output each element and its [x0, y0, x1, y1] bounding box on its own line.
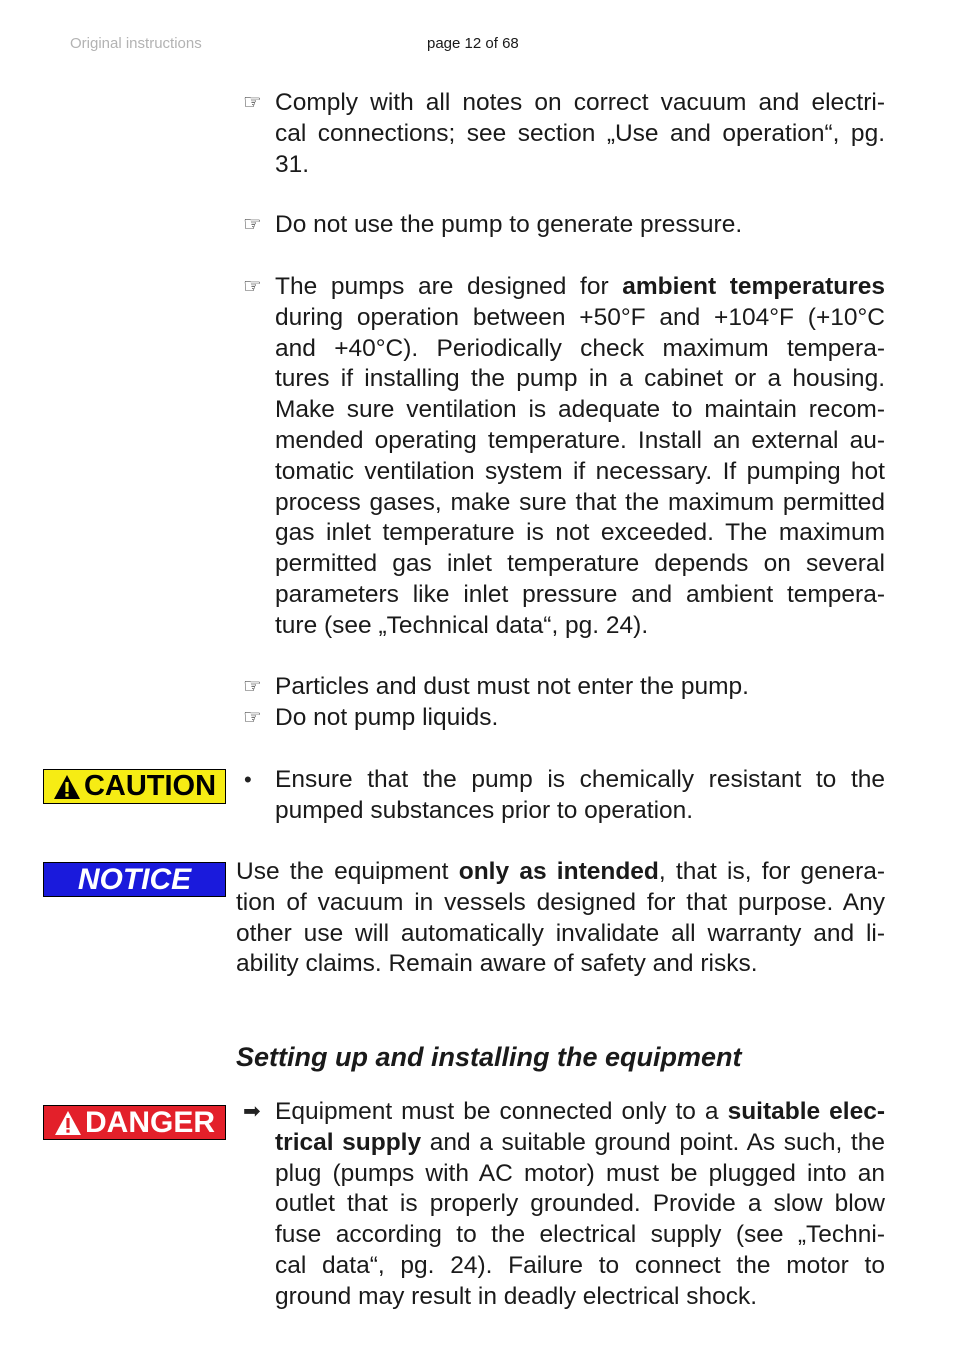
connections-line: cal connections; see section „Use and operation“, pg.	[275, 119, 885, 147]
notice-first-line	[236, 857, 885, 888]
header-document-label: Original instructions	[70, 35, 202, 52]
pointing-hand-icon: ☞	[243, 675, 262, 698]
ambient-line: ture (see „Technical data“, pg. 24).	[275, 611, 649, 639]
notice-line: ability claims. Remain aware of safety and risks.	[236, 950, 758, 978]
danger-pre: Equipment must be connected only to a	[275, 1098, 728, 1125]
notice-post: , that is, for genera-	[658, 858, 886, 885]
section-title: Setting up and installing the equipment	[236, 1042, 742, 1072]
notice-line: other use will automatically invalidate all warranty and li-	[236, 919, 885, 947]
bullet-marker: •	[244, 767, 252, 792]
notice-line: tion of vacuum in vessels designed for that purpose. Any	[236, 888, 885, 916]
ambient-lines	[275, 303, 885, 642]
liquids-note: Do not pump liquids.	[275, 704, 499, 731]
caution-label: CAUTION	[83, 770, 217, 802]
ambient-line: mended operating temperature. Install an external au-	[275, 426, 885, 454]
caution-line: Ensure that the pump is chemically resistant to the	[275, 766, 885, 793]
ambient-line: tures if installing the pump in a cabinet or a housing.	[275, 365, 885, 393]
ambient-line: and +40°C). Periodically check maximum tempera-	[275, 334, 885, 362]
warning-triangle-icon	[53, 774, 81, 800]
caution-text	[275, 765, 885, 827]
ambient-first-line	[275, 272, 885, 303]
notice-lines	[236, 888, 885, 980]
ambient-line: Make sure ventilation is adequate to maintain recom-	[275, 396, 885, 424]
right-arrow-icon: ➡	[243, 1100, 261, 1123]
notice-badge	[43, 862, 226, 897]
danger-badge	[43, 1105, 226, 1140]
caution-line: pumped substances prior to operation.	[275, 796, 694, 824]
notice-pre: Use the equipment	[236, 858, 459, 885]
connections-line: 31.	[275, 150, 310, 178]
danger-lines	[275, 1159, 885, 1313]
danger-line-2	[275, 1128, 885, 1159]
caution-badge	[43, 769, 226, 804]
danger-line-1	[275, 1097, 885, 1128]
danger-bold-2: trical supply	[275, 1128, 422, 1156]
ambient-bold: ambient temperatures	[622, 273, 885, 300]
page-number: page 12 of 68	[427, 35, 519, 52]
danger-label: DANGER	[84, 1105, 215, 1139]
ambient-line: during operation between +50°F and +104°F (+10°C	[275, 303, 885, 331]
ambient-line: parameters like inlet pressure and ambient tempera-	[275, 580, 885, 608]
connections-line: Comply with all notes on correct vacuum and electri-	[275, 89, 885, 116]
danger-line: ground may result in deadly electrical shock.	[275, 1282, 758, 1310]
ambient-line: tomatic ventilation system if necessary. If pumping hot	[275, 457, 885, 485]
danger-line: fuse according to the electrical supply (see „Techni-	[275, 1221, 885, 1249]
pointing-hand-icon: ☞	[243, 706, 262, 729]
notice-label: NOTICE	[77, 862, 192, 896]
ambient-line: gas inlet temperature is not exceeded. The maximum	[275, 519, 885, 547]
pointing-hand-icon: ☞	[243, 91, 262, 114]
pressure-note: Do not use the pump to generate pressure.	[275, 211, 743, 238]
danger-text	[275, 1097, 885, 1313]
connections-note	[275, 88, 885, 180]
ambient-temperature-note	[275, 272, 885, 642]
notice-text	[236, 857, 885, 980]
ambient-line: permitted gas inlet temperature depends on several	[275, 550, 885, 578]
danger-bold-1: suitable elec-	[727, 1098, 886, 1125]
danger-line: cal data“, pg. 24). Failure to connect the motor to	[275, 1251, 885, 1279]
danger-post: and a suitable ground point. As such, the	[421, 1128, 885, 1156]
danger-line: outlet that is properly grounded. Provide a slow blow	[275, 1190, 885, 1218]
danger-line: plug (pumps with AC motor) must be plugged into an	[275, 1159, 885, 1187]
notice-bold: only as intended	[458, 858, 659, 885]
ambient-line: process gases, make sure that the maximum permitted	[275, 488, 885, 516]
warning-triangle-icon	[54, 1110, 82, 1136]
pointing-hand-icon: ☞	[243, 275, 262, 298]
ambient-pre: The pumps are designed for	[275, 273, 623, 300]
particles-note: Particles and dust must not enter the pump.	[275, 673, 749, 700]
pointing-hand-icon: ☞	[243, 213, 262, 236]
